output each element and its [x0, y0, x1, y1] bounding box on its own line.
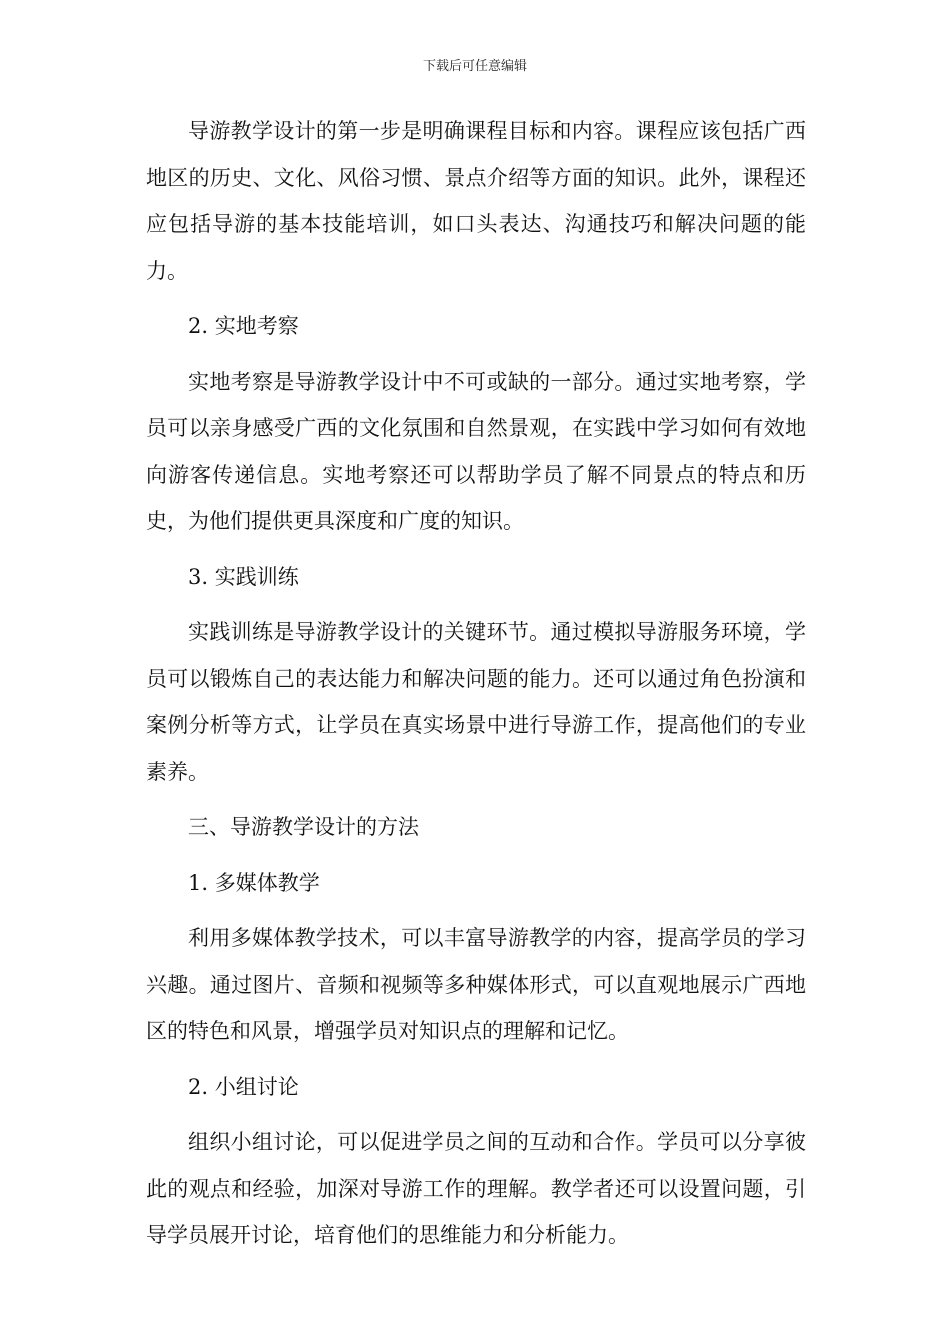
- paragraph-multimedia-teaching: 利用多媒体教学技术，可以丰富导游教学的内容，提高学员的学习兴趣。通过图片、音频和视频等多种媒体形式，可以直观地展示广西地区的特色和风景，增强学员对知识点的理解和记忆。: [146, 926, 806, 1043]
- paragraph-course-goals: 导游教学设计的第一步是明确课程目标和内容。课程应该包括广西地区的历史、文化、风俗习惯、景点介绍等方面的知识。此外，课程还应包括导游的基本技能培训，如口头表达、沟通技巧和解决问题的能力。: [146, 119, 806, 283]
- document-body: [146, 108, 806, 1259]
- heading-practice-training: 3. 实践训练: [188, 564, 299, 589]
- paragraph-practice-training: 实践训练是导游教学设计的关键环节。通过模拟导游服务环境，学员可以锻炼自己的表达能力和解决问题的能力。还可以通过角色扮演和案例分析等方式，让学员在真实场景中进行导游工作，提高他们的专业素养。: [146, 620, 806, 784]
- paragraph-group-discussion: 组织小组讨论，可以促进学员之间的互动和合作。学员可以分享彼此的观点和经验，加深对导游工作的理解。教学者还可以设置问题，引导学员展开讨论，培育他们的思维能力和分析能力。: [146, 1130, 806, 1247]
- page-header: 下载后可任意编辑: [422, 59, 527, 74]
- heading-section-methods: 三、导游教学设计的方法: [188, 815, 419, 839]
- heading-group-discussion: 2. 小组讨论: [188, 1074, 299, 1099]
- heading-field-study: 2. 实地考察: [188, 314, 299, 338]
- paragraph-field-study: 实地考察是导游教学设计中不可或缺的一部分。通过实地考察，学员可以亲身感受广西的文化氛围和自然景观，在实践中学习如何有效地向游客传递信息。实地考察还可以帮助学员了解不同景点的特点和历史，为他们提供更具深度和广度的知识。: [146, 369, 806, 533]
- heading-multimedia-teaching: 1. 多媒体教学: [188, 870, 320, 895]
